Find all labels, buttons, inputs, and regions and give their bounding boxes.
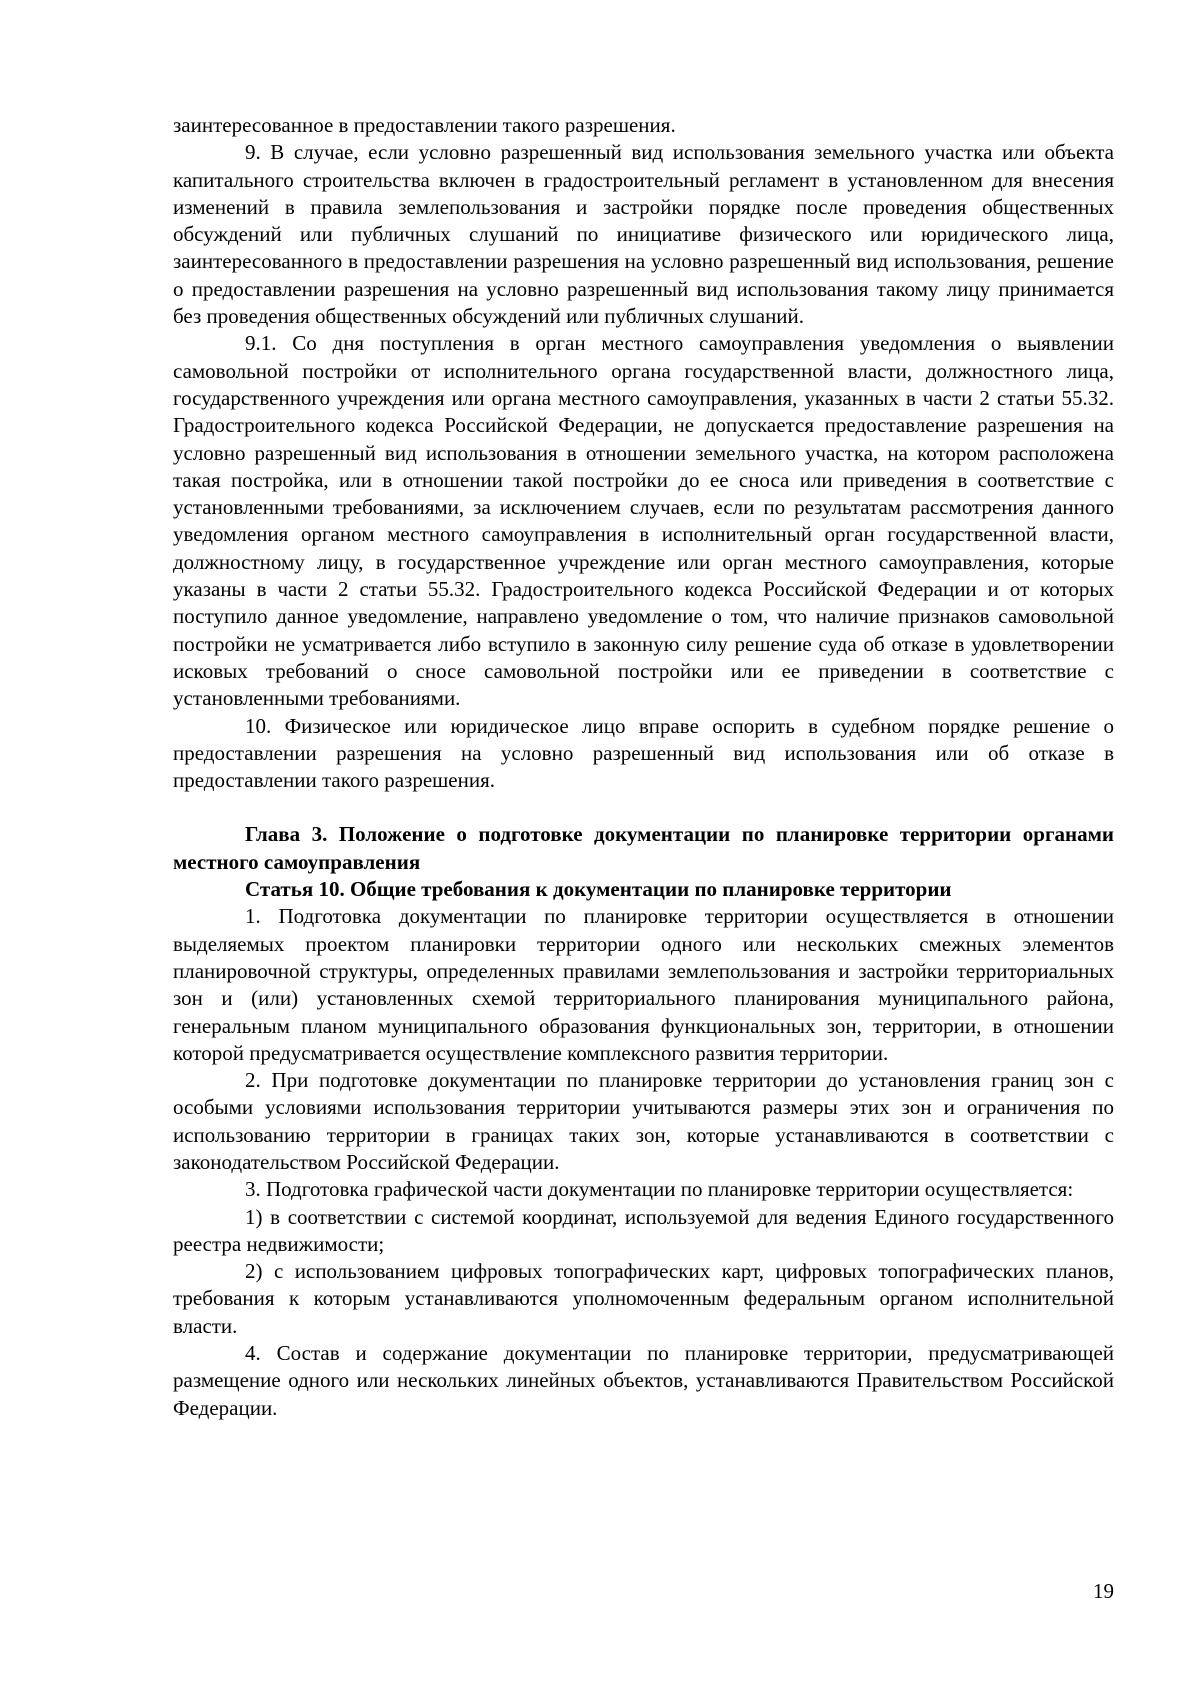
paragraph-10: 10. Физическое или юридическое лицо вправе оспорить в судебном порядке решение о предоставлении разрешения на условно разрешенный вид использования или об отказе в предоставлении такого разрешения. — [173, 713, 1114, 793]
paragraph-9-1: 9.1. Со дня поступления в орган местного самоуправления уведомления о выявлении самовольной постройки от исполнительного органа государственной власти, должностного лица, государственного учреждения или органа местного самоуправления, указанных в части 2 статьи 55.32. Градостроительного кодекса Российской Федерации, не допускается предоставление разрешения на условно разрешенный вид использования в отношении земельного участка, на котором расположена такая постройка, или в отношении такой постройки до ее сноса или приведения в соответствие с установленными требованиями, за исключением случаев, если по результатам рассмотрения данного уведомления органом местного самоуправления в исполнительный орган государственной власти, должностному лицу, в государственное учреждение или орган местного самоуправления, которые указаны в части 2 статьи 55.32. Градостроительного кодекса Российской Федерации и от которых поступило данное уведомление, направлено уведомление о том, что наличие признаков самовольной постройки не усматривается либо вступило в законную силу решение суда об отказе в удовлетворении исковых требований о сносе самовольной постройки или ее приведении в соответствие с установленными требованиями. — [173, 331, 1114, 711]
article-10-paragraph-1: 1. Подготовка документации по планировке территории осуществляется в отношении выделяемых проектом планировки территории одного или нескольких смежных элементов планировочной структуры, определенных правилами землепользования и застройки территориальных зон и (или) установленных схемой территориального планирования муниципального района, генеральным планом муниципального образования функциональных зон, территории, в отношении которой предусматривается осуществление комплексного развития территории. — [173, 904, 1114, 1065]
paragraph-continuation: заинтересованное в предоставлении такого разрешения. — [173, 113, 676, 137]
article-10-item-2: 2) с использованием цифровых топографических карт, цифровых топографических планов, требования к которым устанавливаются уполномоченным федеральным органом исполнительной власти. — [173, 1259, 1114, 1338]
article-10-paragraph-2: 2. При подготовке документации по планировке территории до установления границ зон с особыми условиями использования территории учитываются размеры этих зон и ограничения по использованию территории в границах таких зон, которые устанавливаются в соответствии с законодательством Российской Федерации. — [173, 1068, 1114, 1174]
document-body — [173, 112, 1114, 1422]
section-spacer — [173, 794, 1114, 821]
page-number: 19 — [1093, 1579, 1114, 1603]
paragraph-9: 9. В случае, если условно разрешенный вид использования земельного участка или объекта капитального строительства включен в градостроительный регламент в установленном для внесения изменений в правила землепользования и застройки порядке после проведения общественных обсуждений или публичных слушаний по инициативе физического или юридического лица, заинтересованного в предоставлении разрешения на условно разрешенный вид использования, решение о предоставлении разрешения на условно разрешенный вид использования такому лицу принимается без проведения общественных обсуждений или публичных слушаний. — [173, 140, 1114, 329]
article-10-item-1: 1) в соответствии с системой координат, используемой для ведения Единого государственного реестра недвижимости; — [173, 1204, 1114, 1256]
article-10-paragraph-4: 4. Состав и содержание документации по планировке территории, предусматривающей размещение одного или нескольких линейных объектов, устанавливаются Правительством Российской Федерации. — [173, 1341, 1114, 1420]
article-10-paragraph-3: 3. Подготовка графической части документации по планировке территории осуществляется: — [245, 1177, 1074, 1202]
article-heading: Статья 10. Общие требования к документации по планировке территории — [245, 877, 952, 902]
chapter-heading: Глава 3. Положение о подготовке документации по планировке территории органами местного самоуправления — [173, 822, 1114, 874]
